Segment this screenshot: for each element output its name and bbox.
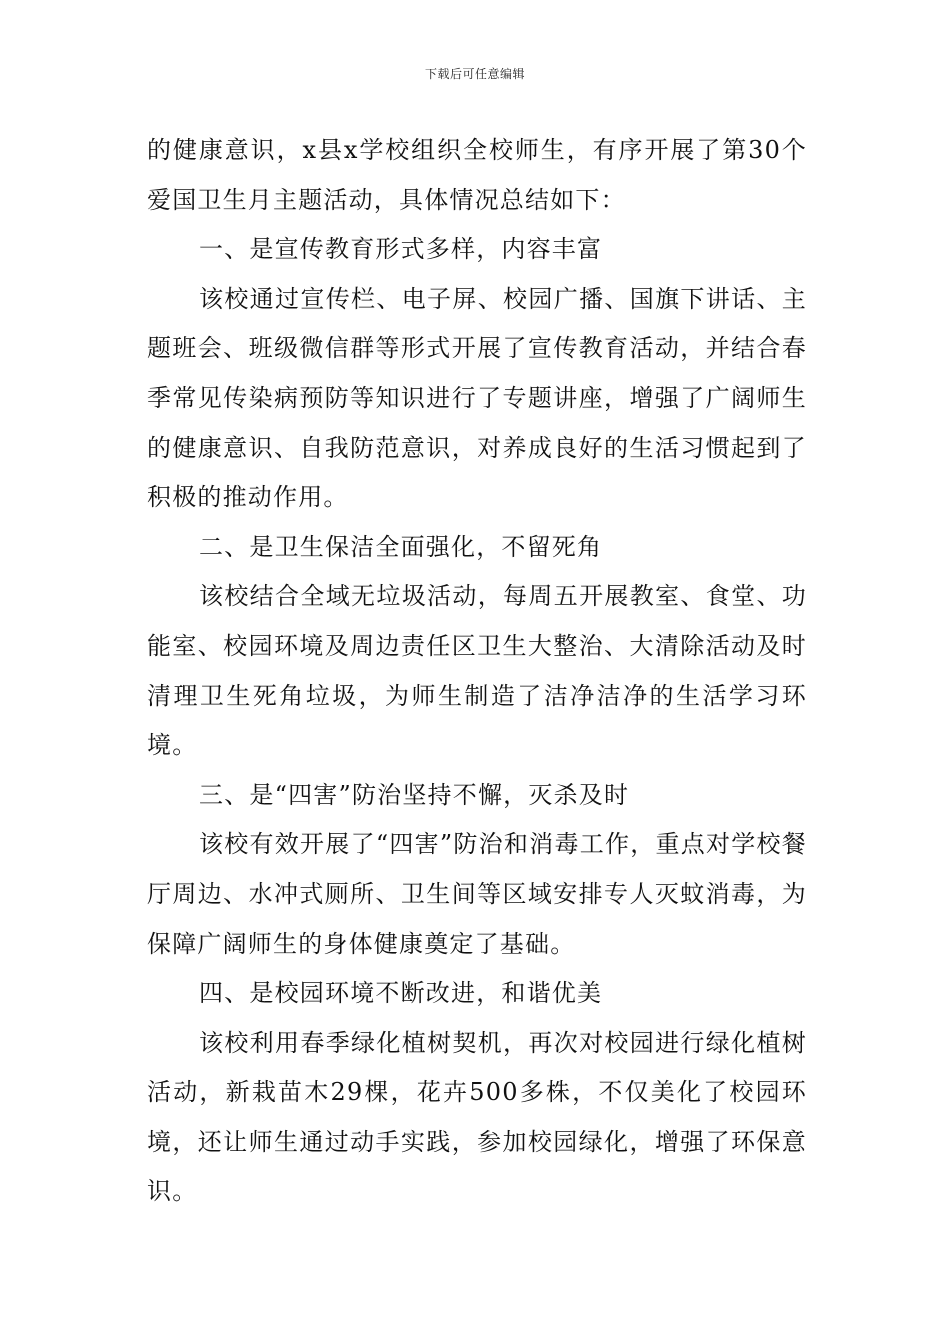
page-header-note: 下载后可任意编辑 [424,67,525,81]
section-4-paragraph: 该校利用春季绿化植树契机，再次对校园进行绿化植树活动，新栽苗木29棵，花卉500多株，不仅美化了校园环境，还让师生通过动手实践，参加校园绿化，增强了环保意识。 [147,1028,807,1206]
section-1-paragraph: 该校通过宣传栏、电子屏、校园广播、国旗下讲话、主题班会、班级微信群等形式开展了宣传教育活动，并结合春季常见传染病预防等知识进行了专题讲座，增强了广阔师生的健康意识、自我防范意识，对养成良好的生活习惯起到了积极的推动作用。 [147,284,807,512]
section-4-heading: 四、是校园环境不断改进，和谐优美 [199,979,603,1008]
intro-paragraph: 的健康意识，x县x学校组织全校师生，有序开展了第30个爱国卫生月主题活动，具体情况总结如下： [147,136,807,214]
section-2-paragraph: 该校结合全域无垃圾活动，每周五开展教室、食堂、功能室、校园环境及周边责任区卫生大整治、大清除活动及时清理卫生死角垃圾，为师生制造了洁净洁净的生活学习环境。 [147,582,807,760]
section-2-heading: 二、是卫生保洁全面强化，不留死角 [199,532,603,561]
section-3-heading: 三、是“四害”防治坚持不懈，灭杀及时 [199,780,630,809]
section-1-heading: 一、是宣传教育形式多样，内容丰富 [199,235,603,264]
document-body [147,126,807,1217]
section-3-paragraph: 该校有效开展了“四害”防治和消毒工作，重点对学校餐厅周边、水冲式厕所、卫生间等区域安排专人灭蚊消毒，为保障广阔师生的身体健康奠定了基础。 [147,830,807,958]
